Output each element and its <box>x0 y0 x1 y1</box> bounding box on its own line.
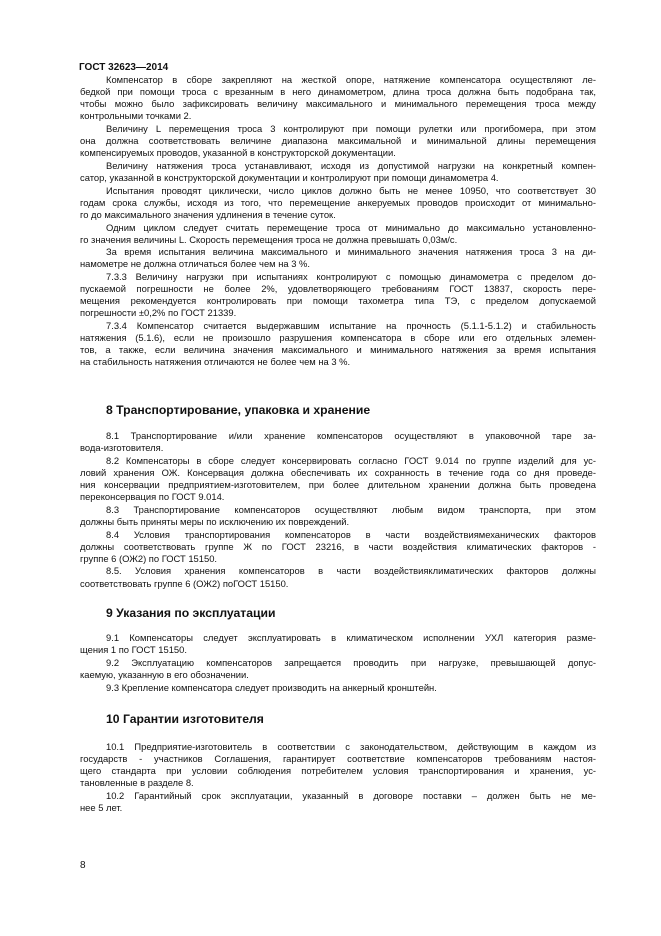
page-number: 8 <box>80 860 86 871</box>
text-line: Одним циклом следует считать перемещение троса от минимально до максимально установленно- <box>106 221 596 233</box>
text-line: 8.5. Условия хранения компенсаторов в части воздействияклиматических факторов должны <box>106 565 596 577</box>
paragraph <box>80 682 596 694</box>
section-7-text <box>80 74 596 369</box>
text-line: ния консервации предприятием-изготовителем, при более длительном хранении должна быть проведена <box>80 478 596 490</box>
text-line: 9.1 Компенсаторы следует эксплуатировать в климатическом исполнении УХЛ категория разме- <box>106 632 596 643</box>
paragraph <box>80 529 596 565</box>
paragraph <box>80 320 596 368</box>
text-line: 7.3.3 Величину нагрузки при испытаниях контролируют с помощью динамометра с пределом до- <box>106 271 596 283</box>
section-10-text <box>80 741 596 815</box>
paragraph <box>80 741 596 789</box>
text-line: пускаемой погрешности не более 2%, удовлетворяющего требованиям ГОСТ 13837, скорость пере- <box>80 283 596 295</box>
paragraph <box>80 185 596 221</box>
paragraph <box>80 246 596 270</box>
text-line: 9.3 Крепление компенсатора следует производить на анкерный кронштейн. <box>106 681 437 693</box>
text-line: тановленные в разделе 8. <box>80 777 194 789</box>
text-line: нее 5 лет. <box>80 802 123 814</box>
text-line: должны соответствовать группе Ж по ГОСТ 23216, в части воздействия климатических факторов - <box>80 540 596 552</box>
paragraph <box>80 430 596 454</box>
text-line: За время испытания величина максимального и минимального значения натяжения троса 3 на ди- <box>106 246 596 258</box>
paragraph <box>80 74 596 122</box>
text-line: тов, а также, если величина значения максимального и минимального натяжения за время испытания <box>80 344 596 356</box>
text-line: она должна соответствовать величине диапазона максимальной и минимальной длины перемещения <box>80 135 596 147</box>
text-line: ловий хранения ОЖ. Консервация должна обеспечивать их сохранность в течение года со дня проведе- <box>80 466 596 478</box>
paragraph <box>80 123 596 159</box>
section-9-text <box>80 632 596 694</box>
text-line: 7.3.4 Компенсатор считается выдержавшим испытание на прочность (5.1.1-5.1.2) и стабильность <box>106 320 596 332</box>
text-line: 8.3 Транспортирование компенсаторов осуществляют любым видом транспорта, при этом <box>106 503 596 515</box>
text-line: погрешности ±0,2% по ГОСТ 21339. <box>80 307 237 319</box>
text-line: натяжения (5.1.6), если не произошло разрушения компенсатора в сборе или его отдельных элемен- <box>80 332 596 344</box>
text-line: каемую, указанную в его обозначении. <box>80 668 249 680</box>
text-line: переконсервация по ГОСТ 9.014. <box>80 491 225 503</box>
section-10-heading: 10 Гарантии изготовителя <box>106 712 264 726</box>
document-header: ГОСТ 32623—2014 <box>79 62 169 73</box>
text-line: государств - участников Соглашения, гарантирует соответствие компенсаторов требованиям настоя- <box>80 753 596 765</box>
paragraph <box>80 271 596 319</box>
text-line: Величину L перемещения троса 3 контролируют при помощи рулетки или прогибомера, при этом <box>106 122 596 134</box>
text-line: годам срока службы, исходя из того, что перемещение анкеруемых проводов происходит от минимально- <box>80 196 596 208</box>
text-line: намометре не должна отличаться более чем на 3 %. <box>80 258 310 270</box>
text-line: 8.4 Условия транспортирования компенсаторов в части воздействиямеханических факторов <box>106 528 596 540</box>
text-line: щения 1 по ГОСТ 15150. <box>80 644 187 656</box>
text-line: сатор, указанной в конструкторской документации и контролируют при помощи динамометра 4. <box>80 171 499 183</box>
paragraph <box>80 632 596 656</box>
text-line: на стабильность натяжения отличаются не более чем на 3 %. <box>80 356 351 368</box>
text-line: группе 6 (ОЖ2) по ГОСТ 15150. <box>80 552 218 564</box>
text-line: го значения величины L. Скорость перемещения троса не должна превышать 0,03м/с. <box>80 233 458 245</box>
text-line: соответствовать группе 6 (ОЖ2) поГОСТ 15150. <box>80 577 289 589</box>
text-line: чтобы можно было зафиксировать величину максимального и минимального перемещения троса между <box>80 98 596 110</box>
paragraph <box>80 504 596 528</box>
paragraph <box>80 790 596 814</box>
section-8-heading: 8 Транспортирование, упаковка и хранение <box>106 403 371 417</box>
text-line: го до максимального значения удлинения в течение суток. <box>80 208 336 220</box>
section-8-text <box>80 430 596 590</box>
text-line: 8.2 Компенсаторы в сборе следует консервировать согласно ГОСТ 9.014 по группе изделий для ус- <box>106 454 596 466</box>
section-9-heading: 9 Указания по эксплуатации <box>106 606 276 620</box>
text-line: вода-изготовителя. <box>80 442 164 454</box>
paragraph <box>80 160 596 184</box>
text-line: бедкой при помощи троса с врезанным в него динамометром, длина троса должна быть подобрана так, <box>80 86 596 98</box>
text-line: Величину натяжения троса устанавливают, исходя из допустимой нагрузки на конкретный компен- <box>106 159 596 171</box>
text-line: 9.2 Эксплуатацию компенсаторов запрещается проводить при нагрузке, превышающей допус- <box>106 656 596 668</box>
text-line: 10.2 Гарантийный срок эксплуатации, указанный в договоре поставки – должен быть не ме- <box>106 789 596 801</box>
paragraph <box>80 222 596 246</box>
text-line: мещения рекомендуется контролировать при помощи тахометра типа ТЭ, с пределом допускаемой <box>80 295 596 307</box>
paragraph <box>80 455 596 503</box>
paragraph <box>80 657 596 681</box>
text-line: Компенсатор в сборе закрепляют на жесткой опоре, натяжение компенсатора осуществляют ле- <box>106 74 596 85</box>
text-line: должны быть приняты меры по исключению их повреждений. <box>80 515 350 527</box>
text-line: 10.1 Предприятие-изготовитель в соответствии с законодательством, действующим в каждом из <box>106 741 596 752</box>
text-line: 8.1 Транспортирование и/или хранение компенсаторов осуществляют в упаковочной таре за- <box>106 430 596 441</box>
paragraph <box>80 565 596 589</box>
text-line: контрольными точками 2. <box>80 110 192 122</box>
text-line: Испытания проводят циклически, число циклов должно быть не менее 10950, что соответствует 30 <box>106 184 596 196</box>
text-line: щего стандарта при условии соблюдения потребителем условия транспортирования и хранения, ус- <box>80 765 596 777</box>
text-line: компенсируемых проводов, указанной в конструкторской документации. <box>80 147 396 159</box>
